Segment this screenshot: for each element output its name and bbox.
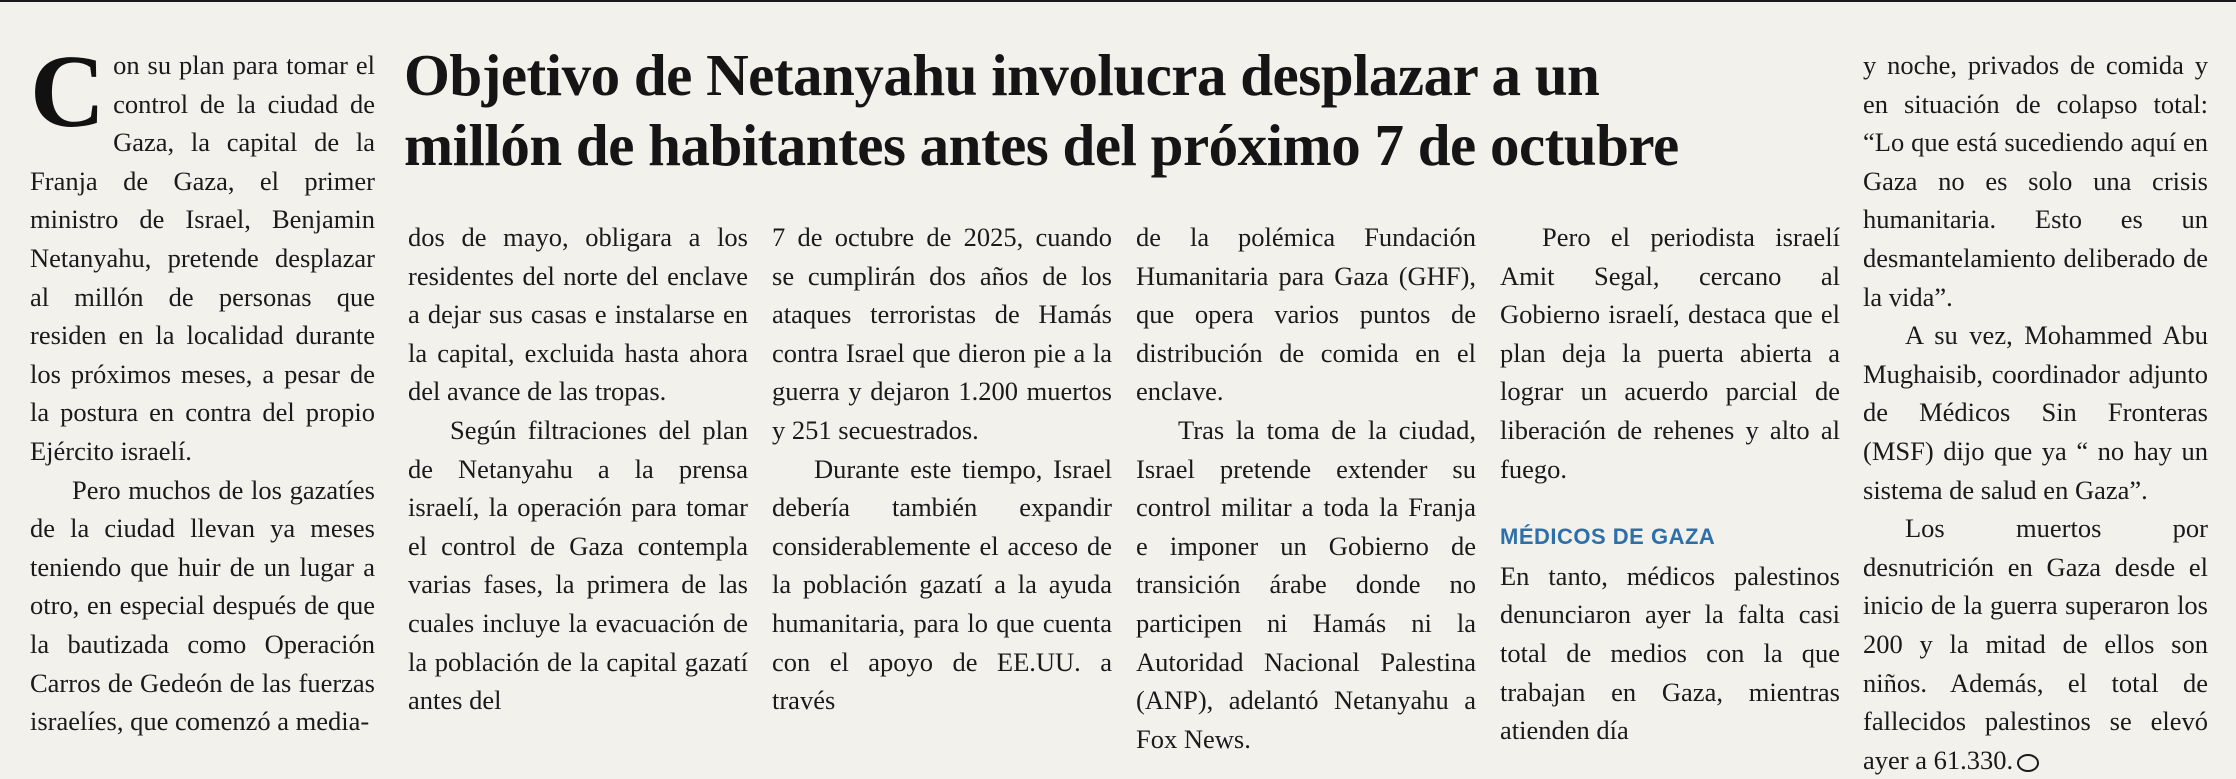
paragraph: Durante este tiempo, Israel debería también expandir considerablemente el acceso de la población gazatí a la ayuda humanitaria, para lo que cuenta con el apoyo de EE.UU. a través <box>772 453 1112 716</box>
paragraph: Pero muchos de los gazatíes de la ciudad llevan ya meses teniendo que huir de un lugar a otro, en especial después de que la bautizada como Operación Carros de Gedeón de las fuerzas israelíes, que comenzó a media- <box>30 474 375 737</box>
paragraph-text: Los muertos por desnutrición en Gaza desde el inicio de la guerra superaron los 200 y la mitad de ellos son niños. Además, el total de fallecidos palestinos se elevó ayer a 61.330. <box>1863 513 2208 775</box>
paragraph: Tras la toma de la ciudad, Israel pretende extender su control militar a toda la Franja e imponer un Gobierno de transición árabe donde no participen ni Hamás ni la Autoridad Nacional Palestina (ANP), adelantó Netanyahu a Fox News. <box>1136 414 1476 754</box>
paragraph: dos de mayo, obligara a los residentes del norte del enclave a dejar sus casas e instalarse en la capital, excluida hasta ahora del avance de las tropas. <box>408 222 748 407</box>
lead-paragraph <box>30 34 375 471</box>
column-3 <box>772 218 1112 720</box>
column-1 <box>30 34 375 741</box>
paragraph: A su vez, Mohammed Abu Mughaisib, coordinador adjunto de Médicos Sin Fronteras (MSF) dijo que ya “ no hay un sistema de salud en Gaza”. <box>1863 320 2208 505</box>
headline-line-1: Objetivo de Netanyahu involucra desplazar a un <box>404 42 1600 108</box>
closing-paragraph <box>1863 509 2208 779</box>
column-2 <box>408 218 748 720</box>
paragraph: Según filtraciones del plan de Netanyahu a la prensa israelí, la operación para tomar el control de Gaza contempla varias fases, la primera de las cuales incluye la evacuación de la población de la capital gazatí antes del <box>408 414 748 716</box>
paragraph: Pero el periodista israelí Amit Segal, cercano al Gobierno israelí, destaca que el plan deja la puerta abierta a lograr un acuerdo parcial de liberación de rehenes y alto al fuego. <box>1500 222 1840 484</box>
paragraph-text: on su plan para tomar el control de la ciudad de Gaza, la capital de la Franja de Gaza, el primer ministro de Israel, Benjamin Netanyahu, pretende desplazar al millón de personas que residen en la localidad durante los próximos meses, a pesar de la postura en contra del propio Ejército israelí. <box>30 50 375 466</box>
column-4 <box>1136 218 1476 758</box>
headline-line-2: millón de habitantes antes del próximo 7 de octubre <box>404 112 1679 178</box>
drop-cap: C <box>30 34 106 149</box>
headline <box>404 40 1844 180</box>
paragraph: de la polémica Fundación Humanitaria para Gaza (GHF), que opera varios puntos de distribución de comida en el enclave. <box>1136 222 1476 407</box>
paragraph: 7 de octubre de 2025, cuando se cumplirán dos años de los ataques terroristas de Hamás contra Israel que dieron pie a la guerra y dejaron 1.200 muertos y 251 secuestrados. <box>772 222 1112 445</box>
paragraph: y noche, privados de comida y en situación de colapso total: “Lo que está sucediendo aquí en Gaza no es solo una crisis humanitaria. Esto es un desmantelamiento deliberado de la vida”. <box>1863 50 2208 312</box>
column-5 <box>1500 218 1840 750</box>
end-mark-icon <box>2017 754 2039 772</box>
top-rule <box>0 0 2236 8</box>
column-6 <box>1863 46 2208 779</box>
section-subhead: MÉDICOS DE GAZA <box>1500 524 1716 550</box>
paragraph: En tanto, médicos palestinos denunciaron ayer la falta casi total de medios con la que trabajan en Gaza, mientras atienden día <box>1500 560 1840 746</box>
